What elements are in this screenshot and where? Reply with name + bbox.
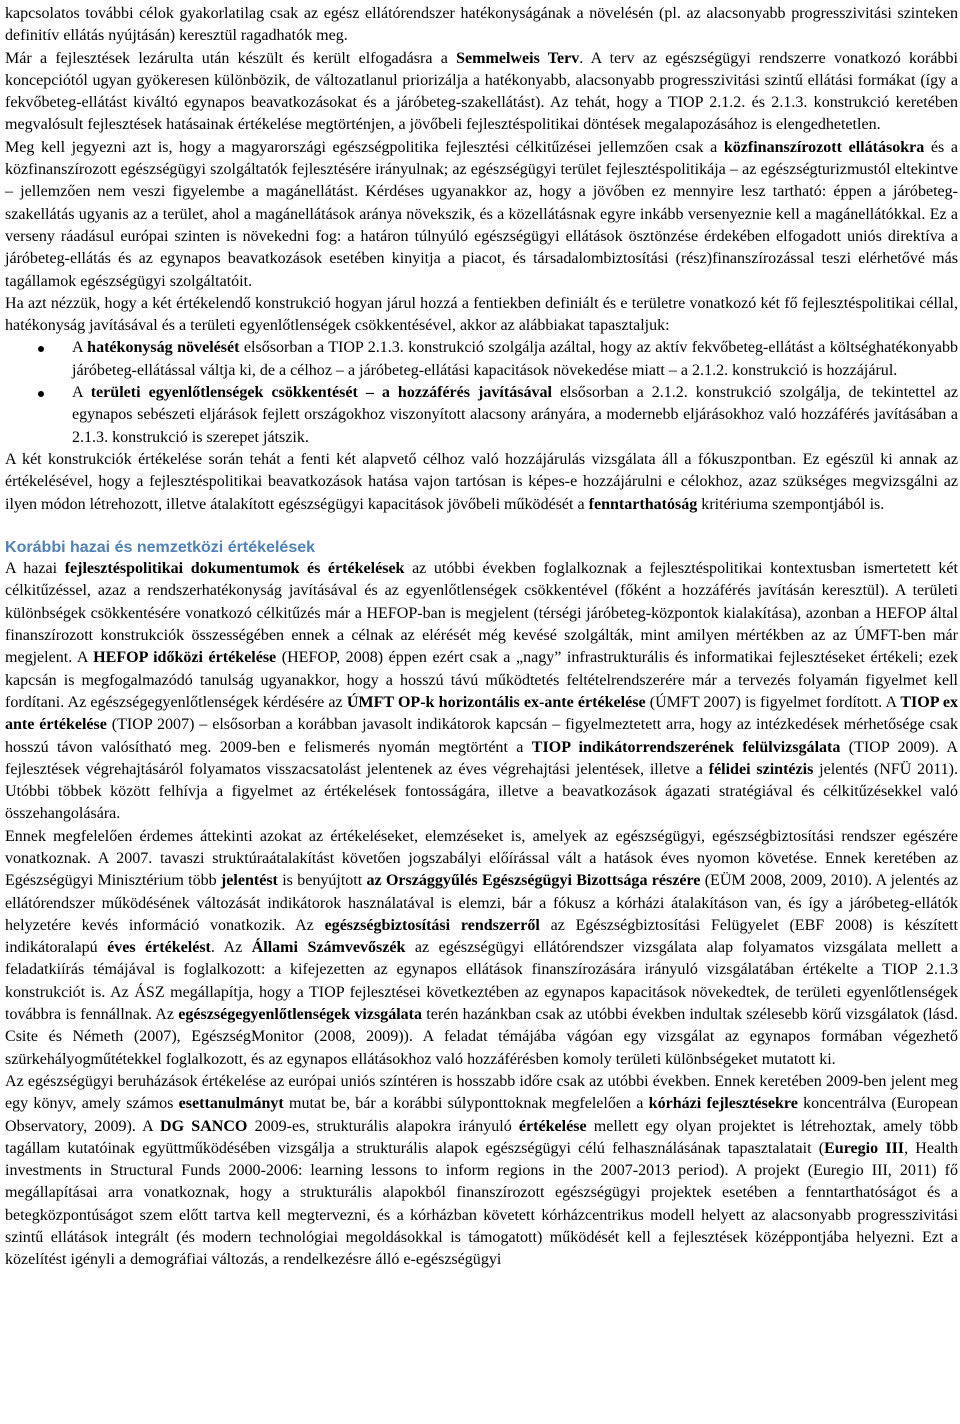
text-run: (ÚMFT 2007) is figyelmet fordított. A [645, 693, 901, 711]
bold-run: hatékonyság növelését [87, 339, 240, 357]
bold-run: jelentést [220, 872, 278, 890]
text-run: 2009-es, strukturális alapokra irányuló [247, 1117, 519, 1135]
text-run: koncentrálva (European Observatory, 2009). A [5, 1095, 958, 1135]
bullet-dot-icon [38, 346, 44, 352]
document-page [5, 3, 958, 1272]
paragraph [5, 826, 958, 1071]
text-run: A [72, 384, 91, 402]
paragraph [5, 137, 958, 293]
text-run: Már a fejlesztések lezárulta után készült és került elfogadásra a [5, 49, 457, 67]
mid-paragraphs [5, 449, 958, 516]
bold-run: Semmelweis Terv [456, 49, 580, 67]
bold-run: ÚMFT OP-k horizontális ex-ante értékelése [346, 693, 646, 711]
paragraph [5, 449, 958, 516]
bold-run: értékelése [518, 1117, 587, 1135]
text-run: az Egészségbiztosítási Felügyelet (EBF 2008) is készített indikátoralapú [5, 916, 958, 957]
text-run: Az egészségügyi beruházások értékelése az európai uniós színtéren is hosszabb időre csak az utóbbi években. Ennek keretében 2009-ben jelent meg egy könyv, amely számos [5, 1072, 958, 1113]
bold-run: félidei szintézis [708, 760, 814, 778]
bold-run: éves értékelést [107, 939, 211, 957]
text-run: Ennek megfelelően érdemes áttekinti azokat az értékeléseket, elemzéseket is, amelyek az egészségügyi, egészségbiztosítási rendszer egészére vonatkoznak. A 2007. tavaszi struktúraátalakítást követően jogszabályi előírással vált a hatások éves nyomon követése. Ennek keretében az Egészségügyi Minisztérium több [5, 827, 958, 890]
text-run: és a közfinanszírozott egészségügyi szolgáltatók fejlesztésére irányulnak; az egészségügyi terület fejlesztéspolitikája – az egészségturizmustól eltekintve – jellemzően nem veszi figyelembe a magánellátást. Kérdéses ugyanakkor az, hogy a jövőben ez mennyire lesz tartható: éppen a járóbeteg-szakellátás ugyanis az a terület, ahol a magánellátások aránya növekszik, és a közellátásnak egyre inkább versenyeznie kell a magánellátókkal. Ez a verseny ráadásul európai szinten is növekedni fog: a határon túlnyúló egészségügyi ellátások ösztönzése érdekében elfogadott uniós direktíva a járóbeteg-ellátás és az egynapos beavatkozások esetében kinyitja a piacot, és társadalombiztosítási (rész)finanszírozással teszi elérhetővé más tagállamok egészségügyi szolgáltatóit. [5, 138, 958, 290]
bullet-list [5, 337, 958, 448]
paragraph [5, 3, 958, 48]
top-paragraphs [5, 3, 958, 337]
text-run: A két konstrukciók értékelése során tehát a fenti két alapvető célhoz való hozzájárulás vizsgálata áll a fókuszpontban. Ez egészül ki annak az értékelésével, hogy a fejlesztéspolitikai beavatkozások hatása vajon tartósan is képes-e hozzájárulni e célokhoz, azaz szükséges megvizsgálni az ilyen módon létrehozott, illetve átalakított egészségügyi kapacitások jövőbeli működését a [5, 450, 958, 513]
paragraph [5, 48, 958, 137]
text-run: Ha azt nézzük, hogy a két értékelendő konstrukció hogyan járul hozzá a fentiekben definiált és e területre vonatkozó két fő fejlesztéspolitikai céllal, hatékonyság javításával és a területi egyenlőtlenségek csökkentésével, akkor az alábbiakat tapasztaljuk: [5, 294, 958, 335]
bold-run: egészségbiztosítási rendszerről [324, 916, 540, 934]
text-run: Meg kell jegyezni azt is, hogy a magyarországi egészségpolitika fejlesztési célkitűzései jellemzően csak a [5, 138, 724, 156]
bold-run: DG SANCO [160, 1117, 248, 1135]
text-run: . A terv az egészségügyi rendszerre vonatkozó korábbi koncepciótól ugyan gyökeresen különbözik, de változatlanul priorizálja a hatékonyabb, alacsonyabb progresszivitási szintű ellátási formákat (így a fekvőbeteg-ellátást kiváltó egynapos beavatkozásokat és a járóbeteg-szakellátást). Az tehát, hogy a TIOP 2.1.2. és 2.1.3. konstrukció keretében megvalósult fejlesztések hatásainak értékelése megtörténjen, a jövőbeli fejlesztéspolitikai döntések megalapozásához is elengedhetetlen. [5, 49, 958, 134]
bold-run: kórházi fejlesztésekre [648, 1095, 798, 1113]
paragraph [5, 293, 958, 338]
bold-run: TIOP ex ante értékelése [5, 693, 958, 734]
text-run: , Health investments in Structural Funds 2000-2006: learning lessons to inform regions in the 2007-2013 period). A projekt (Euregio III, 2011) fő megállapításai arra vonatkoznak, hogy a strukturális alapokból finanszírozott egészségügyi projektek esetében a fenntarthatóságot és a betegközpontúságot szem előtt tartva kell megtervezni, és a kórházban követett kórházcentrikus modell helyett az alacsonyabb progresszivitási szintű ellátások integrált (és modern technológiai megoldásokkal is támogatott) működését kell a fejlesztések középpontjába helyezni. Ezt a közelítést igényli a demográfiai változás, a rendelkezésre álló e-egészségügyi [5, 1139, 959, 1269]
text-run: (EÜM 2008, 2009, 2010). A jelentés az ellátórendszer működésének változását indikátorok használatával is elemzi, bár a fókusz a kórházi átalakításon van, és így a járóbeteg-ellátók helyzetére kevés információ vonatkozik. Az [5, 872, 959, 934]
text-run: A hazai [5, 560, 65, 578]
text-run: jelentés (NFÜ 2011). Utóbbi többek között felhívja a figyelmet az értékelések fontosságára, illetve a beavatkozások ágazati stratégiával és célkitűzésekkel való összehangolására. [5, 760, 958, 823]
text-run: . Az [210, 939, 252, 957]
text-run: elsősorban a 2.1.2. konstrukció szolgálja, de tekintettel az egynapos sebészeti eljárások fejlett országokhoz viszonyított alacsony arányára, a modernebb eljárásokhoz való hozzáférés javításában a 2.1.3. konstrukció is szerepet játszik. [72, 384, 958, 446]
bold-run: az Országgyűlés Egészségügyi Bizottsága részére [366, 872, 701, 890]
bullet-item [5, 382, 958, 449]
bold-run: esettanulmányt [178, 1095, 284, 1113]
bullet-dot-icon [38, 391, 44, 397]
bottom-paragraphs [5, 558, 958, 1272]
bold-run: Euregio III [824, 1139, 905, 1157]
paragraph [5, 1071, 958, 1272]
bold-run: fejlesztéspolitikai dokumentumok és értékelések [64, 560, 405, 578]
text-run: az utóbbi években foglalkoznak a fejlesztéspolitikai kontextusban ismertetett két célkitűzéssel, azaz a rendszerhatékonyság javításával és az egyenlőtlenségek csökkentével (főként a hozzáférés javításán keresztül). A területi különbségek csökkentésére vonatkozó célkitűzés már a HEFOP-ban is megjelent (térségi járóbeteg-központok kialakítása), azonban a HEFOP által finanszírozott konstrukciók összességében ennek a célnak az elérését még kevésé szolgálták, mint amilyen mértékben az az ÚMFT-ben már megjelent. A [5, 560, 958, 667]
text-run: az egészségügyi ellátórendszer vizsgálata alap folyamatos vizsgálata mellett a feladatkiírás témájával is foglalkozott: a kifejezetten az egynapos ellátások finanszírozására irányuló vizsgálatában értékelte a TIOP 2.1.3 konstrukciót is. Az ÁSZ megállapítja, hogy a TIOP fejlesztései következtében az egynapos kapacitások növekedtek, de területi egyenlőtlenségek továbbra is fennállnak. Az [5, 939, 959, 1024]
bold-run: TIOP indikátorrendszerének felülvizsgálata [531, 738, 841, 756]
bold-run: közfinanszírozott ellátásokra [723, 138, 925, 156]
text-run: kritériuma szempontjából is. [697, 495, 885, 513]
text-run: (TIOP 2009). A fejlesztések végrehajtásáról folyamatos visszacsatolást jelentenek az éves végrehajtási jelentések, illetve a [5, 738, 959, 778]
bold-run: egészségegyenlőtlenségek vizsgálata [178, 1006, 423, 1024]
text-run: mutat be, bár a korábbi súlyponttoknak megfelelően a [283, 1095, 649, 1113]
text-run: is benyújtott [277, 872, 367, 890]
text-run: A [72, 339, 88, 357]
bold-run: Állami Számvevőszék [251, 939, 406, 957]
paragraph [5, 558, 958, 826]
text-run: (TIOP 2007) – elsősorban a korábban javasolt indikátorok kapcsán – figyelmeztetett arra, hogy az intézkedések mérhetősége csak hosszú távon valósítható meg. 2009-ben e felismerés nyomán megtörtént a [5, 716, 958, 756]
bold-run: fenntarthatóság [588, 495, 698, 513]
text-run: elsősorban a TIOP 2.1.3. konstrukció szolgálja azáltal, hogy az aktív fekvőbeteg-ellátást a költséghatékonyabb járóbeteg-ellátással váltja ki, de a célhoz – a járóbeteg-ellátási kapacitások növekedése miatt – a 2.1.2. konstrukció is hozzájárul. [72, 339, 959, 379]
bold-run: HEFOP időközi értékelése [93, 649, 277, 667]
bullet-item [5, 337, 958, 382]
text-run: kapcsolatos további célok gyakorlatilag csak az egész ellátórendszer hatékonyságának a növelésén (pl. az alacsonyabb progresszivitási szinteken definitív ellátás nyújtásán) keresztül ragadhatók meg. [5, 5, 958, 45]
text-run: (HEFOP, 2008) éppen ezért csak a „nagy” infrastrukturális és informatikai fejlesztéseket értékeli; ezek kapcsán is megfogalmazódó tanulság ugyanakkor, hogy a hosszú távú működtetés feltételrendszerére már a tervezés folyamán figyelmet kell fordítani. Az egészségegyenlőtlenségek kérdésére az [5, 649, 959, 711]
section-heading: Korábbi hazai és nemzetközi értékelések [5, 537, 316, 556]
text-run: terén hazánkban csak az utóbbi években indultak szélesebb körű vizsgálatok (lásd. Csite és Németh (2007), EgészségMonitor (2008, 2009)). A feladat témájába vágóan egy vizsgálat az egynapos formában végezhető szürkehályogműtétekkel foglalkozott, és az egynapos ellátásokhoz való hozzáférésben komoly területi különbségeket mutatott ki. [5, 1006, 959, 1068]
text-run: mellett egy olyan projektet is létrehoztak, amely több tagállam kutatóinak együttműködésében vizsgálja a strukturális alapok egészségügyi célú felhasználásának tapasztalatait ( [5, 1117, 959, 1157]
bold-run: területi egyenlőtlenségek csökkentését – a hozzáférés javításával [90, 384, 552, 402]
